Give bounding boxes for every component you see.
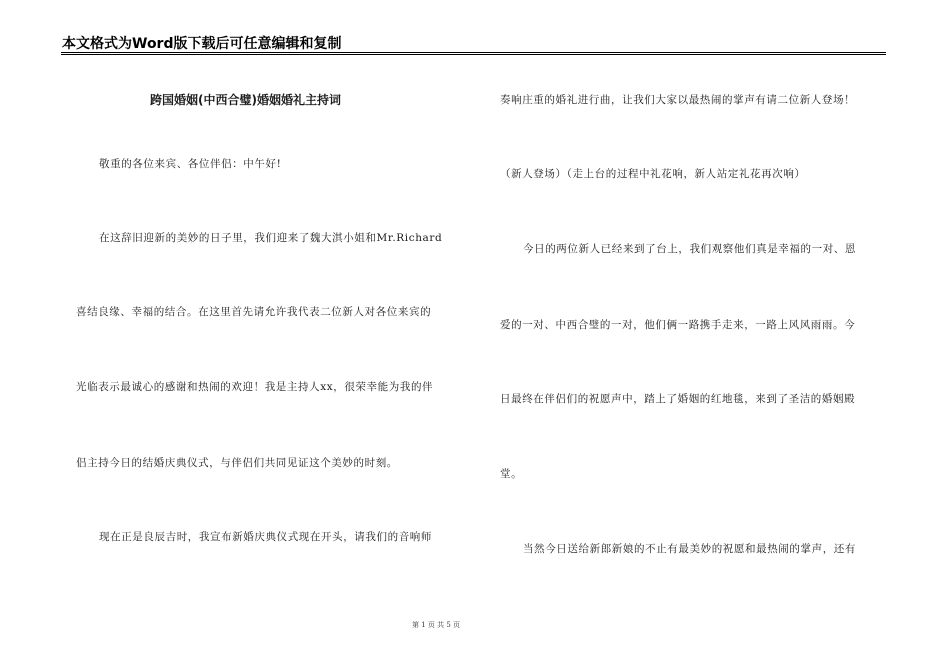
paragraph-line: 在这辞旧迎新的美妙的日子里，我们迎来了魏大淇小姐和Mr.Richard [99, 232, 443, 244]
paragraph-line: 敬重的各位来宾、各位伴侣：中午好! [99, 158, 282, 170]
paragraph-line: 今日的两位新人已经来到了台上，我们观察他们真是幸福的一对、恩 [523, 243, 856, 255]
paragraph-line: 日最终在伴侣们的祝愿声中，踏上了婚姻的红地毯，来到了圣洁的婚姻殿 [500, 393, 856, 405]
page-indicator: 第 1 页 共 5 页 [412, 621, 461, 629]
banner-divider [61, 52, 886, 53]
paragraph-line: 爱的一对、中西合璧的一对，他们俩一路携手走来，一路上风风雨雨。今 [500, 319, 856, 331]
paragraph-line: 喜结良缘、幸福的结合。在这里首先请允许我代表二位新人对各位来宾的 [76, 306, 432, 318]
paragraph-line: （新人登场）（走上台的过程中礼花响，新人站定礼花再次响） [500, 168, 806, 180]
paragraph-line: 堂。 [500, 468, 523, 480]
paragraph-line: 光临表示最诚心的感谢和热闹的欢迎！我是主持人xx，很荣幸能为我的伴 [76, 381, 434, 393]
document-title: 跨国婚姻(中西合璧)婚姻婚礼主持词 [150, 93, 341, 107]
banner-divider-secondary [61, 54, 886, 55]
paragraph-line: 当然今日送给新郎新娘的不止有最美妙的祝愿和最热闹的掌声，还有 [523, 543, 856, 555]
paragraph-line: 侣主持今日的结婚庆典仪式，与伴侣们共同见证这个美妙的时刻。 [76, 457, 398, 469]
download-banner: 本文格式为Word版下载后可任意编辑和复制 [62, 36, 342, 52]
paragraph-line: 奏响庄重的婚礼进行曲，让我们大家以最热闹的掌声有请二位新人登场！ [500, 94, 856, 106]
paragraph-line: 现在正是良辰吉时，我宣布新婚庆典仪式现在开头，请我们的音响师 [99, 531, 432, 543]
